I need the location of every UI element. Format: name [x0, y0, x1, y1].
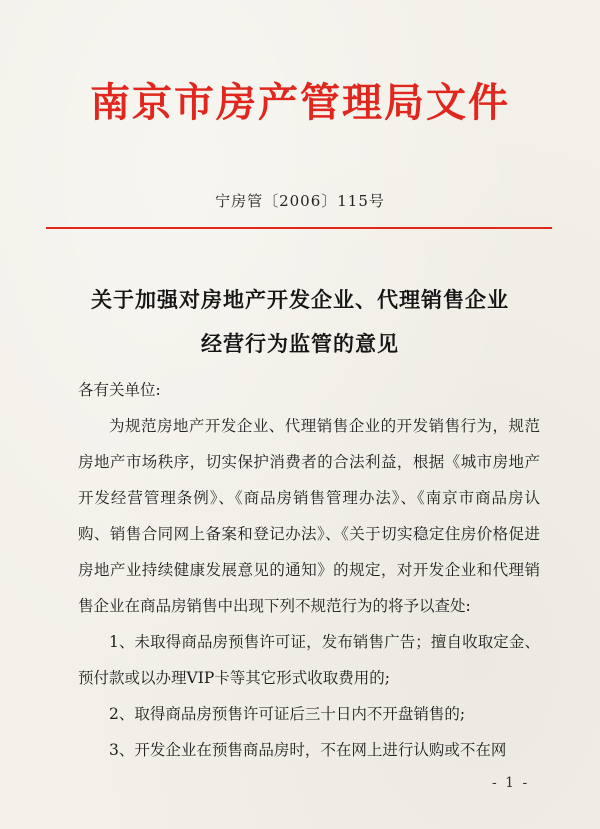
list-item-2: 2、取得商品房预售许可证后三十日内不开盘销售的; — [109, 705, 466, 723]
list-item-1: 1、未取得商品房预售许可证，发布销售广告；擅自收取定金、预付款或以办理VIP卡等其它形式收取费用的; — [78, 633, 540, 687]
document-body — [78, 372, 540, 768]
document-title-line-1: 关于加强对房地产开发企业、代理销售企业 — [91, 287, 509, 312]
page-number: - 1 - — [492, 775, 530, 791]
list-item-3: 3、开发企业在预售商品房时，不在网上进行认购或不在网 — [109, 741, 507, 759]
document-number: 宁房管〔2006〕115号 — [215, 192, 385, 210]
salutation: 各有关单位: — [78, 381, 161, 399]
document-title — [0, 278, 600, 366]
org-header-title: 南京市房产管理局文件 — [90, 79, 510, 126]
header-red-rule — [46, 227, 552, 229]
body-paragraph-1: 为规范房地产开发企业、代理销售企业的开发销售行为，规范房地产市场秩序，切实保护消费者的合法利益，根据《城市房地产开发经营管理条例》、《商品房销售管理办法》、《南京市商品房认购、销售合同网上备案和登记办法》、《关于切实稳定住房价格促进房地产业持续健康发展意见的通知》的规定，对开发企业和代理销售企业在商品房销售中出现下列不规范行为的将予以查处: — [78, 417, 540, 615]
document-title-line-2: 经营行为监管的意见 — [201, 331, 399, 356]
